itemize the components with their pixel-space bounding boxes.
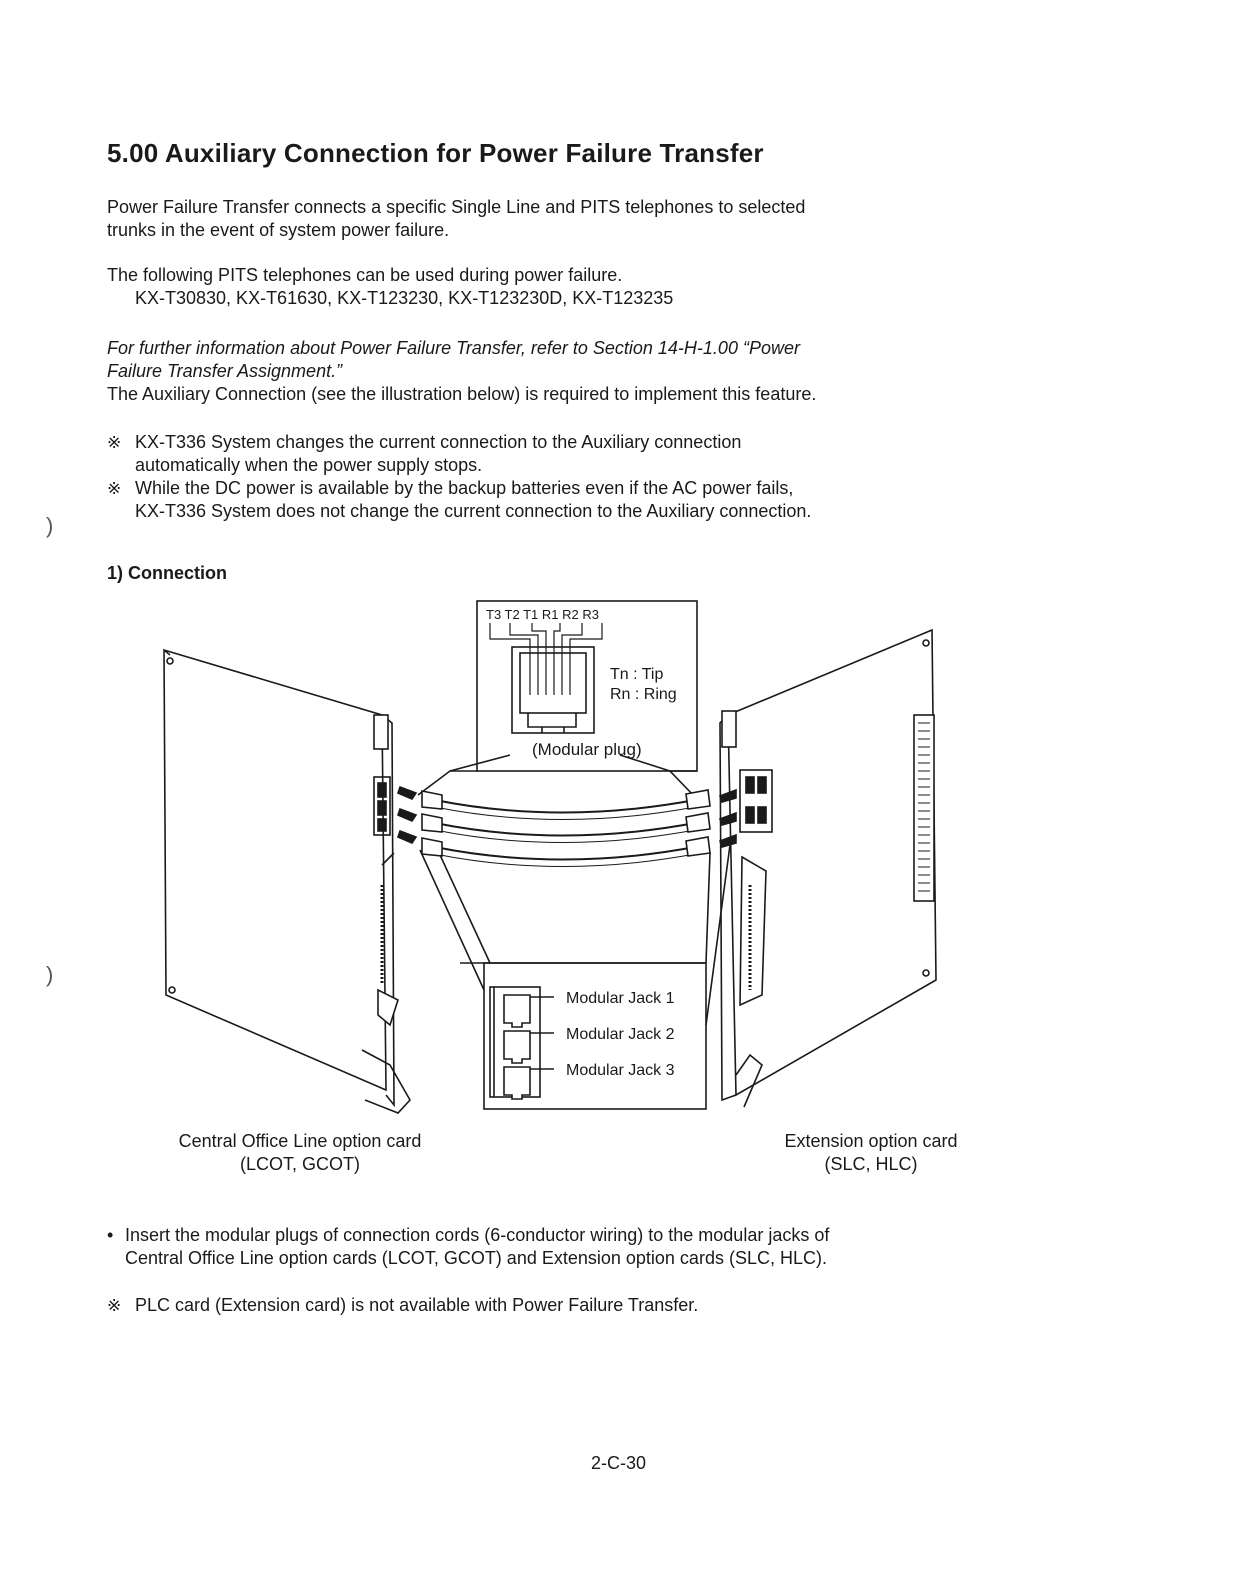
note-mark-icon: ※ <box>107 433 122 452</box>
intro-paragraph <box>107 196 805 242</box>
notes-list <box>107 431 811 523</box>
pits-models: KX-T30830, KX-T61630, KX-T123230, KX-T123230D, KX-T123235 <box>135 288 674 308</box>
legend-ring: Rn : Ring <box>610 686 677 703</box>
page-number: 2-C-30 <box>590 1453 647 1473</box>
modular-jack-3-label: Modular Jack 3 <box>566 1062 675 1079</box>
note-line: KX-T336 System does not change the current connection to the Auxiliary connection. <box>135 501 812 521</box>
modular-jack-2-label: Modular Jack 2 <box>566 1026 675 1043</box>
note-line: While the DC power is available by the backup batteries even if the AC power fails, <box>135 478 794 498</box>
caption-line: (LCOT, GCOT) <box>240 1154 360 1174</box>
note-line: KX-T336 System changes the current connection to the Auxiliary connection <box>135 432 742 452</box>
pits-paragraph <box>107 264 673 310</box>
section-heading: 1) Connection <box>107 563 227 583</box>
intro-line-1: Power Failure Transfer connects a specific Single Line and PITS telephones to selected <box>107 197 806 217</box>
intro-line-2: trunks in the event of system power failure. <box>107 220 450 240</box>
plug-pin-labels: T3 T2 T1 R1 R2 R3 <box>486 607 599 622</box>
reference-line-1: For further information about Power Failure Transfer, refer to Section 14-H-1.00 “Power <box>107 338 800 358</box>
caption-line: Central Office Line option card <box>178 1131 422 1151</box>
note-item <box>107 431 811 477</box>
margin-mark: ) <box>46 962 54 987</box>
instruction-bullet <box>107 1224 829 1270</box>
plc-note <box>107 1294 698 1317</box>
note-line: automatically when the power supply stops. <box>135 455 483 475</box>
modular-plug-label: (Modular plug) <box>532 740 642 759</box>
reference-paragraph <box>107 337 816 406</box>
reference-line-2: Failure Transfer Assignment.” <box>107 361 343 381</box>
co-line-card-caption <box>150 1130 450 1176</box>
caption-line: Extension option card <box>784 1131 958 1151</box>
note-mark-icon: ※ <box>107 1296 122 1315</box>
plc-note-text: PLC card (Extension card) is not available with Power Failure Transfer. <box>135 1295 699 1315</box>
page-title: 5.00 Auxiliary Connection for Power Failure Transfer <box>107 138 764 168</box>
extension-card-caption <box>766 1130 976 1176</box>
legend-tip: Tn : Tip <box>610 666 664 683</box>
extension-card-illustration <box>720 630 936 1107</box>
modular-jack-1-label: Modular Jack 1 <box>566 990 675 1007</box>
connection-cords <box>398 787 736 867</box>
bullet-line: Central Office Line option cards (LCOT, GCOT) and Extension option cards (SLC, HLC). <box>125 1248 827 1268</box>
connection-diagram <box>150 595 950 1135</box>
note-item <box>107 477 811 523</box>
reference-line-3: The Auxiliary Connection (see the illustration below) is required to implement this feature. <box>107 384 817 404</box>
co-line-card-illustration <box>164 650 410 1113</box>
bullet-icon: • <box>107 1225 114 1245</box>
note-mark-icon: ※ <box>107 479 122 498</box>
pits-line-1: The following PITS telephones can be used during power failure. <box>107 265 623 285</box>
margin-mark: ) <box>46 513 54 538</box>
bullet-line: Insert the modular plugs of connection cords (6-conductor wiring) to the modular jacks of <box>125 1225 830 1245</box>
caption-line: (SLC, HLC) <box>824 1154 918 1174</box>
